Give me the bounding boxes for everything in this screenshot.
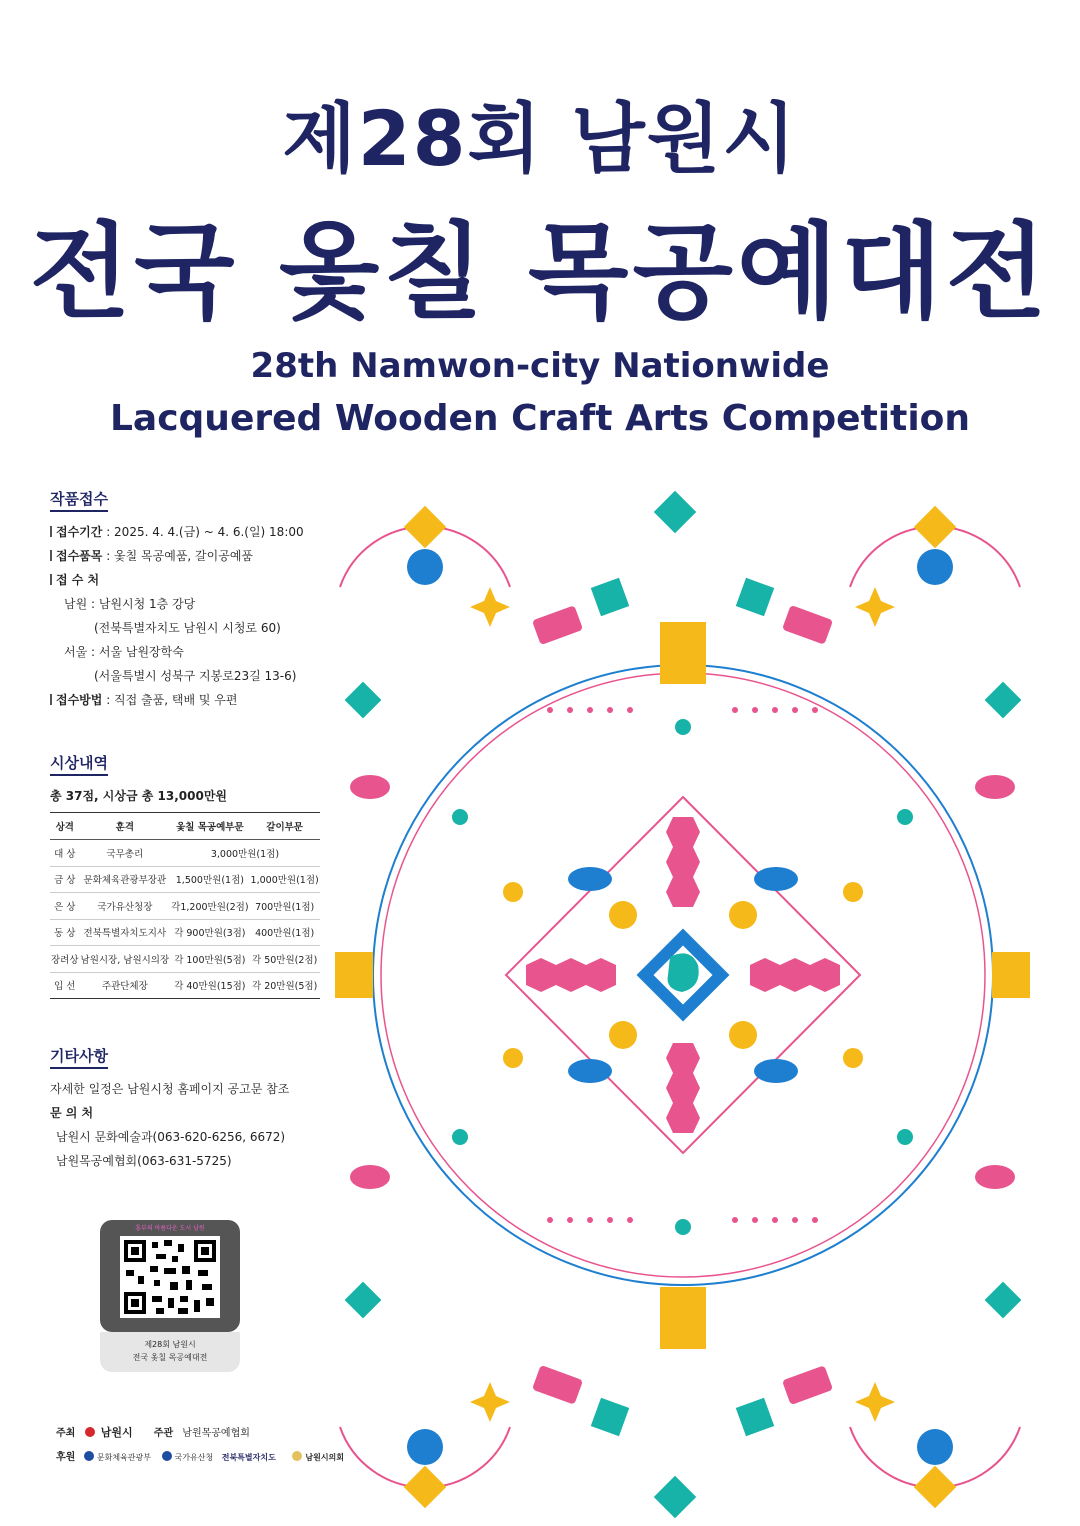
cell-turning: 1,000만원(1점) bbox=[250, 866, 320, 893]
cell-rank: 장려상 bbox=[50, 946, 80, 973]
cell-lacquer: 각 100만원(5점) bbox=[170, 946, 249, 973]
misc-note: 자세한 일정은 남원시청 홈페이지 공고문 참조 bbox=[50, 1082, 290, 1096]
cell-honor: 전북특별자치도지사 bbox=[80, 919, 171, 946]
center-island bbox=[668, 953, 699, 992]
qr-top-text: 흥부의 아름다운 도시 남원 bbox=[135, 1225, 205, 1232]
table-row bbox=[50, 840, 320, 867]
awards-heading: 시상내역 bbox=[50, 752, 108, 776]
qr-caption-1: 제28회 남원시 bbox=[144, 1340, 196, 1349]
council-logo-icon bbox=[292, 1451, 302, 1461]
contact-1: 남원시 문화예술과(063-620-6256, 6672) bbox=[56, 1130, 286, 1144]
cell-honor: 국무총리 bbox=[80, 840, 171, 867]
footer-sponsor-row bbox=[56, 1448, 350, 1463]
cell-lacquer: 1,500만원(1점) bbox=[170, 866, 249, 893]
table-row bbox=[50, 972, 320, 999]
sponsor-label: 후원 bbox=[56, 1452, 76, 1463]
qr-code-icon bbox=[120, 1236, 220, 1318]
submission-heading: 작품접수 bbox=[50, 488, 108, 512]
period-value: : 2025. 4. 4.(금) ~ 4. 6.(일) 18:00 bbox=[102, 525, 304, 539]
submission-section bbox=[50, 488, 325, 712]
col-rank: 상격 bbox=[50, 813, 80, 840]
awards-summary: 총 37점, 시상금 총 13,000만원 bbox=[50, 789, 228, 803]
heritage-logo-icon bbox=[162, 1451, 172, 1461]
title-line-1: 제28회 남원시 bbox=[282, 94, 798, 183]
info-column bbox=[50, 488, 325, 1173]
host-name: 남원시 bbox=[100, 1426, 133, 1439]
cell-lacquer: 3,000만원(1점) bbox=[170, 840, 320, 867]
place-label: 접 수 처 bbox=[56, 573, 100, 587]
contact-2: 남원목공예협회(063-631-5725) bbox=[56, 1154, 232, 1168]
period-label: 접수기간 bbox=[56, 525, 103, 539]
cell-turning: 각 20만원(5점) bbox=[250, 972, 320, 999]
mandala-artwork bbox=[330, 487, 1035, 1522]
bullet-bar bbox=[50, 694, 52, 705]
namwon-address: (전북특별자치도 남원시 시청로 60) bbox=[94, 621, 281, 635]
cell-turning: 400만원(1점) bbox=[250, 919, 320, 946]
method-label: 접수방법 bbox=[56, 693, 103, 707]
cell-honor: 남원시장, 남원시의장 bbox=[80, 946, 171, 973]
cell-lacquer: 각 900만원(3점) bbox=[170, 919, 249, 946]
qr-card[interactable] bbox=[100, 1220, 240, 1332]
bullet-bar bbox=[50, 550, 52, 561]
method-value: : 직접 출품, 택배 및 우편 bbox=[102, 693, 238, 707]
english-title-line-2: Lacquered Wooden Craft Arts Competition bbox=[109, 398, 971, 439]
sponsor-3: 전북특별자치도 bbox=[221, 1453, 276, 1462]
table-row bbox=[50, 866, 320, 893]
namwon-place: 남원 : 남원시청 1층 강당 bbox=[64, 597, 196, 611]
organizer-label: 주관 bbox=[153, 1428, 174, 1439]
cell-honor: 주관단체장 bbox=[80, 972, 171, 999]
bullet-bar bbox=[50, 526, 52, 537]
table-row bbox=[50, 946, 320, 973]
items-value: : 옻칠 목공예품, 갈이공예품 bbox=[102, 549, 254, 563]
namwon-logo-icon bbox=[85, 1427, 95, 1437]
sponsor-2: 국가유산청 bbox=[174, 1453, 214, 1462]
cell-lacquer: 각1,200만원(2점) bbox=[170, 893, 249, 920]
misc-section bbox=[50, 1045, 325, 1173]
cell-turning: 700만원(1점) bbox=[250, 893, 320, 920]
cell-rank: 입 선 bbox=[50, 972, 80, 999]
bullet-bar bbox=[50, 574, 52, 585]
cell-rank: 은 상 bbox=[50, 893, 80, 920]
seoul-address: (서울특별시 성북구 지봉로23길 13-6) bbox=[94, 669, 297, 683]
cell-rank: 동 상 bbox=[50, 919, 80, 946]
organizer-name: 남원목공예협회 bbox=[182, 1428, 250, 1439]
misc-heading: 기타사항 bbox=[50, 1045, 108, 1069]
host-label: 주최 bbox=[56, 1428, 76, 1439]
sponsor-1: 문화체육관광부 bbox=[96, 1453, 151, 1462]
cell-turning: 각 50만원(2점) bbox=[250, 946, 320, 973]
seoul-place: 서울 : 서울 남원장학숙 bbox=[64, 645, 184, 659]
col-honor: 훈격 bbox=[80, 813, 171, 840]
qr-caption-2: 전국 옻칠 목공예대전 bbox=[132, 1353, 208, 1362]
awards-section bbox=[50, 752, 325, 999]
title-line-2: 전국 옻칠 목공예대전 bbox=[29, 211, 1051, 333]
col-lacquer: 옻칠 목공예부문 bbox=[170, 813, 249, 840]
sponsor-4: 남원시의회 bbox=[305, 1453, 345, 1462]
table-row bbox=[50, 919, 320, 946]
cell-rank: 대 상 bbox=[50, 840, 80, 867]
footer-host-row bbox=[56, 1424, 250, 1440]
items-label: 접수품목 bbox=[56, 549, 103, 563]
english-title-line-1: 28th Namwon-city Nationwide bbox=[250, 346, 830, 386]
mcst-logo-icon bbox=[84, 1451, 94, 1461]
qr-caption bbox=[100, 1332, 240, 1372]
table-row bbox=[50, 893, 320, 920]
cell-honor: 국가유산청장 bbox=[80, 893, 171, 920]
cell-lacquer: 각 40만원(15점) bbox=[170, 972, 249, 999]
contact-label: 문 의 처 bbox=[50, 1106, 94, 1120]
cell-honor: 문화체육관광부장관 bbox=[80, 866, 171, 893]
col-turning: 갈이부문 bbox=[250, 813, 320, 840]
awards-table bbox=[50, 812, 320, 999]
cell-rank: 금 상 bbox=[50, 866, 80, 893]
